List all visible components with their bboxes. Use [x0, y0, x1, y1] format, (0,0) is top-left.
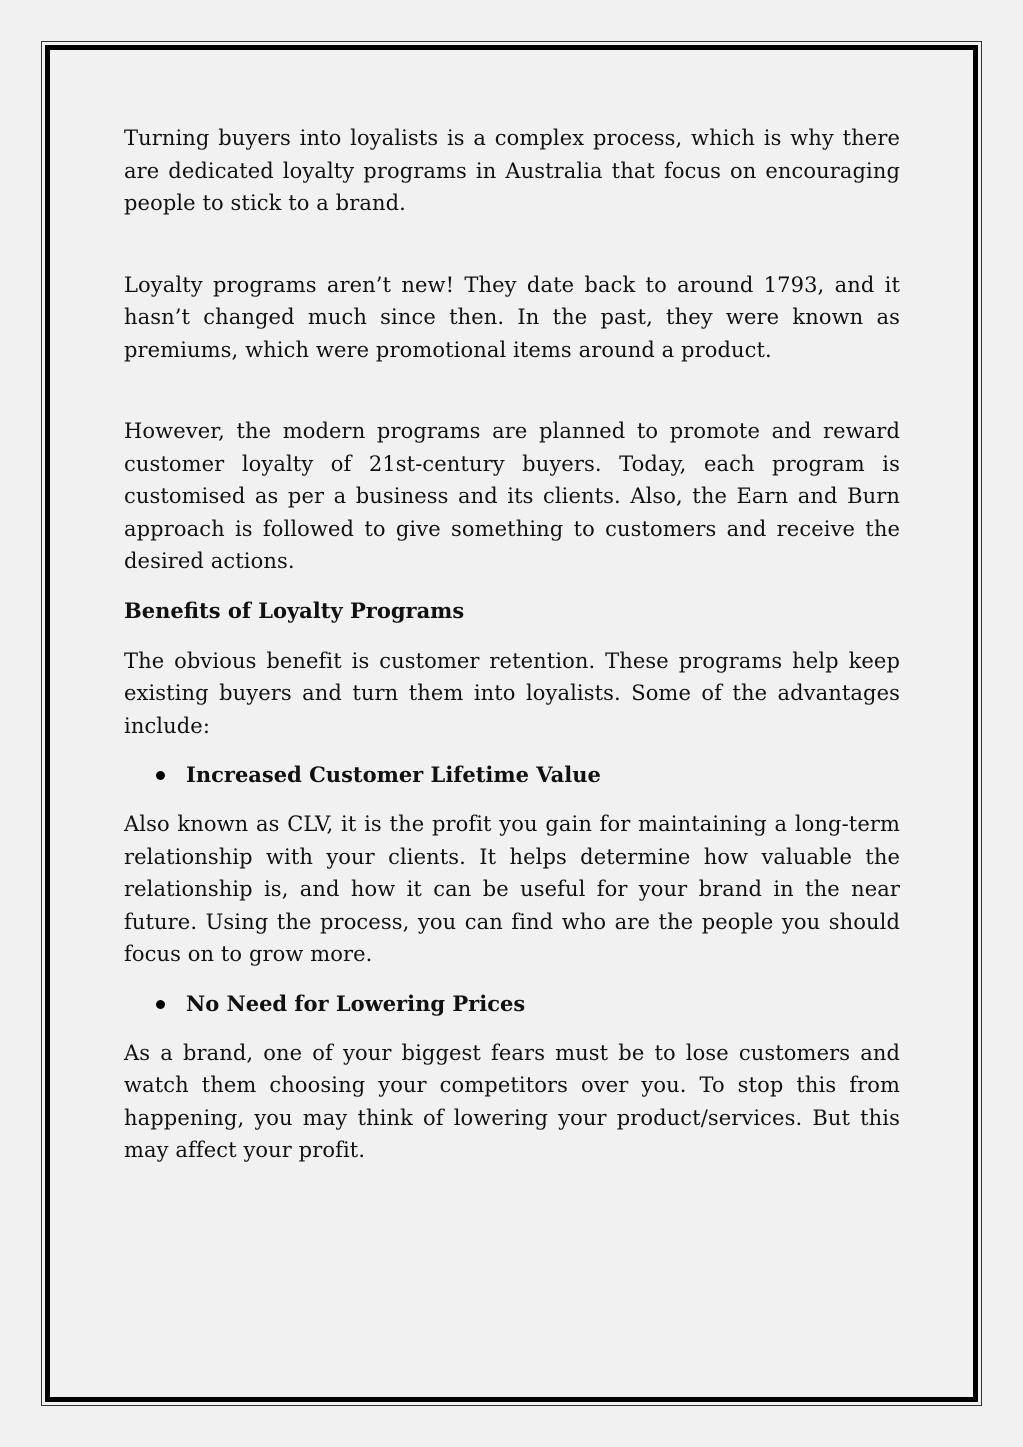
- document-body: [124, 122, 900, 1167]
- bullet-item-prices: [124, 988, 900, 1020]
- bullet-dot-icon: [156, 771, 165, 780]
- paragraph-modern-programs: However, the modern programs are planned to promote and reward customer loyalty of 21st-century buyers. Today, each program is customised as per a business and its clients. Also, the Earn and Burn approach is followed to give something to customers and receive the desired actions.: [124, 419, 900, 573]
- bullet-list-clv: [124, 759, 900, 791]
- paragraph-intro: Turning buyers into loyalists is a complex process, which is why there are dedicated loyalty programs in Australia that focus on encouraging people to stick to a brand.: [124, 126, 900, 215]
- bullet-dot-icon: [156, 1000, 165, 1009]
- bullet-item-label: Increased Customer Lifetime Value: [186, 762, 601, 787]
- bullet-item-label: No Need for Lowering Prices: [186, 990, 526, 1016]
- paragraph-history: Loyalty programs aren’t new! They date back to around 1793, and it hasn’t changed much since then. In the past, they were known as premiums, which were promotional items around a product.: [124, 272, 900, 362]
- paragraph-clv: Also known as CLV, it is the profit you gain for maintaining a long-term relationship with your clients. It helps determine how valuable the relationship is, and how it can be useful for your brand in the near future. Using the process, you can find who are the people you should focus on to grow more.: [124, 812, 900, 966]
- bullet-list-prices: [124, 988, 900, 1020]
- section-heading-benefits: Benefits of Loyalty Programs: [124, 597, 465, 623]
- paragraph-prices: As a brand, one of your biggest fears must be to lose customers and watch them choosing your competitors over you. To stop this from happening, you may think of lowering your product/services. But this may affect your profit.: [124, 1040, 900, 1162]
- paragraph-benefits-intro: The obvious benefit is customer retention. These programs help keep existing buyers and turn them into loyalists. Some of the advantages include:: [124, 648, 900, 738]
- bullet-item-clv: [124, 759, 900, 791]
